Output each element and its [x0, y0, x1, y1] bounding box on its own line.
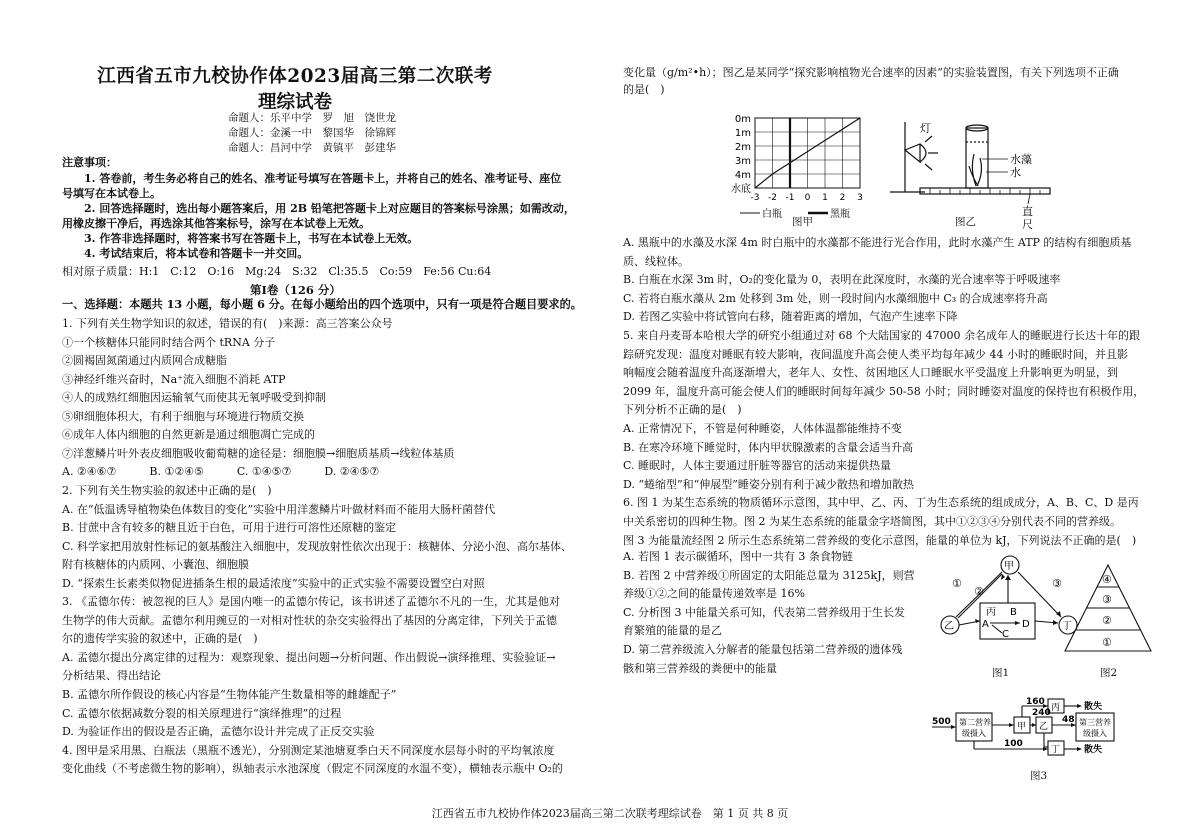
exam-subtitle: 理综试卷: [257, 92, 332, 113]
text-line: 5. 来自丹麦哥本哈根大学的研究小组通过对 68 个大陆国家的 47000 余名成年人的睡眠进行长达十年的跟: [623, 329, 1140, 342]
box-second-level-1: 第二营养: [959, 718, 991, 727]
option-line: A. 若图 1 表示碳循环，图中一共有 3 条食物链: [623, 550, 853, 563]
question-4-text: 变化量（g/m²•h）；图乙是某同学“探究影响植物光合速率的因素”的实验装置图，有关下列选项不正确: [623, 66, 1119, 79]
flow-500: 500: [932, 717, 951, 727]
lamp-label: 灯: [920, 122, 931, 135]
text-line: ②圆褐固氮菌通过内质网合成糖脂: [62, 354, 227, 368]
node-d: D: [1022, 619, 1030, 630]
figure-yi-apparatus: [880, 112, 1060, 231]
figure-3-energy-flow: [928, 695, 1148, 765]
section-instruction: 一、选择题：本题共 13 小题，每小题 6 分。在每小题给出的四个选项中，只有一项是符合题目要求的。: [62, 297, 582, 311]
notice-item: 3. 作答非选择题时，将答案书写在答题卡上，书写在本试卷上无效。: [84, 232, 419, 245]
arrow-label-3: ③: [1052, 577, 1062, 590]
text-line: D. “蜷缩型”和“伸展型”睡姿分别有利于减少散热和增加散热: [623, 477, 914, 491]
text-line: 2099 年，温度升高可能会使人们的睡眠时间每年减少 50-58 小时；同时睡姿对温度的保持也有积极作用，: [623, 384, 1145, 398]
exam-title: 江西省五市九校协作体2023届高三第二次联考: [97, 66, 493, 87]
y-tick-label: 3m: [734, 156, 751, 167]
text-line: 4. 图甲是采用黑、白瓶法（黑瓶不透光），分别测定某池塘夏季白天不同深度水层每小时的平均氧浓度: [62, 743, 555, 757]
text-line: C. 科学家把用放射性标记的氨基酸注入细胞中，发现放射性依次出现于：核糖体、分泌小泡、高尔基体、: [62, 539, 573, 553]
node-ding: 丁: [1062, 621, 1072, 632]
box-second-level-2: 级摄入: [962, 729, 986, 738]
flow-160: 160: [1026, 697, 1045, 707]
option-line: 育繁殖的能量的是乙: [623, 624, 722, 638]
text-line: C. 孟德尔依据减数分裂的相关原理进行“演绎推理”的过程: [62, 706, 342, 720]
figure-2-energy-pyramid: [1063, 563, 1153, 653]
notice-item: 1. 答卷前，考生务必将自己的姓名、准考证号填写在答题卡上，并将自己的姓名、准考证号、座位: [84, 172, 562, 185]
option-line: D. 第二营养级流入分解者的能量包括第二营养级的遗体残: [623, 643, 903, 656]
text-line: 图 3 为能量流经图 2 所示生态系统第二营养级的变化示意图，能量的单位为 kJ，下列说法不正确的是( ): [623, 533, 1137, 547]
x-tick-label: -1: [785, 193, 795, 203]
text-line: 中关系密切的四种生物。图 2 为某生态系统的能量金字塔简图，其中①②③④分别代表不同的营养级。: [623, 515, 1121, 528]
text-line: 2. 下列有关生物实验的叙述中正确的是( ): [62, 483, 272, 497]
text-line: 尔的遗传学实验的叙述中，正确的是( ): [62, 632, 258, 646]
text-line: 下列分析不正确的是( ): [623, 403, 742, 417]
box-yi: 乙: [1039, 722, 1049, 732]
node-yi: 乙: [944, 621, 954, 632]
option-line: 养级①②之间的能量传递效率是 16%: [623, 587, 805, 601]
question-4-text: 的是( ): [623, 83, 665, 96]
x-tick-label: 2: [839, 193, 846, 203]
figure-1-carbon-cycle: [940, 553, 1080, 663]
author-line: 命题人：昌河中学 黄镇平 彭建华: [228, 142, 396, 154]
box-ding: 丁: [1051, 745, 1061, 755]
figure-jia-chart: [700, 110, 880, 230]
text-line: ⑥成年人体内细胞的自然更新是通过细胞凋亡完成的: [62, 428, 315, 442]
text-line: C. 睡眠时，人体主要通过肝脏等器官的活动来提供热量: [623, 459, 892, 473]
loss-label-1: 散失: [1084, 702, 1103, 712]
box-jia: 甲: [1017, 722, 1027, 732]
x-tick-label: 0: [804, 193, 811, 203]
text-line: D. 为验证作出的假设是否正确，孟德尔设计并完成了正反交实验: [62, 725, 375, 739]
y-tick-label: 1m: [734, 128, 751, 139]
text-line: 质、线粒体。: [623, 254, 689, 268]
author-line: 命题人：乐平中学 罗 旭 饶世龙: [228, 112, 396, 124]
box-third-level-1: 第三营养: [1079, 718, 1111, 727]
section-title: 第Ⅰ卷（126 分）: [250, 283, 341, 297]
option-line: B. 若图 2 中营养级①所固定的太阳能总量为 3125kJ，则营: [623, 568, 915, 582]
y-tick-label: 水底: [731, 184, 751, 195]
text-line: D. “探索生长素类似物促进插条生根的最适浓度”实验中的正式实验不需要设置空白对照: [62, 576, 485, 590]
text-line: A. ②④⑥⑦ B. ①②④⑤ C. ①④⑤⑦ D. ②④⑤⑦: [62, 465, 380, 479]
x-tick-label: -3: [750, 193, 760, 203]
text-line: D. 若图乙实验中将试管向右移，随着距离的增加，气泡产生速率下降: [623, 310, 958, 324]
node-a: A: [982, 619, 989, 630]
notice-item: 用橡皮擦干净后，再选涂其他答案标号，涂写在本试卷上无效。: [62, 217, 370, 230]
pyramid-level-3: ③: [1102, 593, 1112, 606]
text-line: B. 孟德尔所作假设的核心内容是“生物体能产生数量相等的雌雄配子”: [62, 688, 397, 701]
text-line: ③神经纤维兴奋时，Na⁺流入细胞不消耗 ATP: [62, 372, 286, 386]
flow-240: 240: [1032, 708, 1051, 718]
arrow-label-2: ②: [974, 585, 984, 598]
flow-48: 48: [1062, 715, 1075, 725]
pyramid-level-2: ②: [1102, 614, 1112, 627]
ruler-label-2: 尺: [1022, 218, 1033, 231]
text-line: ⑤卵细胞体积大，有利于细胞与环境进行物质交换: [62, 409, 304, 423]
figure-2-caption: 图2: [1100, 667, 1118, 679]
text-line: A. 在“低温诱导植物染色体数目的变化”实验中用洋葱鳞片叶做材料而不能用大肠杆菌替代: [62, 502, 496, 516]
box-third-level-2: 级摄入: [1083, 729, 1107, 738]
figure-1-caption: 图1: [992, 667, 1010, 679]
atomic-mass-line: 相对原子质量：H:1 C:12 O:16 Mg:24 S:32 Cl:35.5 Co:59 Fe:56 Cu:64: [62, 265, 492, 278]
algae-label: 水藻: [1010, 153, 1032, 166]
text-line: 响幅度会随着温度升高逐渐增大，老年人、女性、贫困地区人口睡眠水平受温度上升影响更为明显，到: [623, 366, 1118, 380]
node-c: C: [1002, 629, 1009, 640]
option-line: C. 分析图 3 中能量关系可知，代表第二营养级用于生长发: [623, 605, 906, 619]
x-tick-label: 1: [822, 193, 828, 203]
node-bing: 丙: [986, 607, 996, 618]
text-line: 分析结果、得出结论: [62, 669, 161, 683]
text-line: 生物学的伟大贡献。孟德尔利用豌豆的一对相对性状的杂交实验得出了基因的分离定律，下列关于孟德: [62, 613, 557, 627]
text-line: 1. 下列有关生物学知识的叙述，错误的有( )来源：高三答案公众号: [62, 317, 393, 330]
y-tick-label: 2m: [734, 142, 751, 153]
node-jia: 甲: [1004, 561, 1014, 572]
text-line: A. 黑瓶中的水藻及水深 4m 时白瓶中的水藻都不能进行光合作用，此时水藻产生 ATP 的结构有细胞质基: [623, 236, 1132, 249]
page-footer: 江西省五市九校协作体2023届高三第二次联考理综试卷 第 1 页 共 8 页: [431, 807, 789, 820]
text-line: B. 白瓶在水深 3m 时，O₂的变化量为 0，表明在此深度时，水藻的光合速率等于呼吸速率: [623, 273, 1061, 287]
figure-jia-caption: 图甲: [792, 216, 813, 228]
notice-item: 号填写在本试卷上。: [62, 187, 161, 200]
legend-black-label: 黑瓶: [830, 209, 850, 220]
box-bing: 丙: [1051, 703, 1061, 713]
legend-white-label: 白瓶: [762, 209, 782, 220]
text-line: ④人的成熟红细胞因运输氧气而使其无氧呼吸受到抑制: [62, 391, 326, 405]
x-tick-label: -2: [768, 193, 777, 203]
y-tick-label: 4m: [734, 170, 751, 181]
text-line: 变化曲线（不考虑微生物的影响），纵轴表示水池深度（假定不同深度的水温不变），横轴表示瓶中 O₂的: [62, 762, 563, 776]
text-line: ⑦洋葱鳞片叶外表皮细胞吸收葡萄糖的途径是：细胞膜→细胞质基质→线粒体基质: [62, 446, 455, 460]
text-line: C. 若将白瓶水藻从 2m 处移到 3m 处，则一段时间内水藻细胞中 C₃ 的合成速率将升高: [623, 291, 1048, 305]
water-label: 水: [1010, 166, 1021, 179]
text-line: A. 孟德尔提出分离定律的过程为：观察现象、提出问题→分析问题、作出假说→演绎推理、实验验证→: [62, 650, 556, 664]
option-line: 骸和第三营养级的粪便中的能量: [623, 661, 777, 675]
notice-item: 4. 考试结束后，将本试卷和答题卡一并交回。: [84, 247, 309, 260]
text-line: 3. 《孟德尔传：被忽视的巨人》是国内唯一的孟德尔传记，该书讲述了孟德尔不凡的一生，尤其是他对: [62, 595, 560, 609]
flow-100: 100: [1004, 739, 1023, 749]
figure-3-caption: 图3: [1030, 770, 1048, 782]
node-b: B: [1010, 607, 1017, 618]
text-line: 踪研究发现：温度对睡眠有较大影响，夜间温度升高会使人类平均每年减少 44 小时的睡眠时间，并且影: [623, 347, 1128, 361]
text-line: ①一个核糖体只能同时结合两个 tRNA 分子: [62, 335, 276, 349]
loss-label-2: 散失: [1084, 745, 1103, 755]
text-line: B. 甘蔗中含有较多的糖且近于白色，可用于进行可溶性还原糖的鉴定: [62, 521, 397, 535]
y-tick-label: 0m: [734, 114, 751, 125]
text-line: 6. 图 1 为某生态系统的物质循环示意图，其中甲、乙、丙、丁为生态系统的组成成分，A、B、C、D 是丙: [623, 496, 1139, 510]
arrow-label-1: ①: [952, 577, 962, 590]
ruler-label-1: 直: [1022, 205, 1033, 218]
notice-heading: 注意事项：: [62, 156, 117, 169]
text-line: 附有核糖体的内质网、小囊泡、细胞膜: [62, 558, 249, 572]
x-tick-label: 3: [857, 193, 863, 203]
author-line: 命题人：金溪一中 黎国华 徐锦辉: [228, 127, 396, 139]
notice-item: 2. 回答选择题时，选出每小题答案后，用 2B 铅笔把答题卡上对应题目的答案标号涂黑；如需改动，: [84, 202, 575, 215]
text-line: B. 在寒冷环境下睡觉时，体内甲状腺激素的含量会适当升高: [623, 440, 914, 454]
text-line: A. 正常情况下，不管是何种睡姿，人体体温都能维持不变: [623, 422, 902, 435]
pyramid-level-4: ④: [1102, 573, 1112, 586]
figure-yi-caption: 图乙: [955, 216, 976, 228]
pyramid-level-1: ①: [1102, 636, 1112, 649]
